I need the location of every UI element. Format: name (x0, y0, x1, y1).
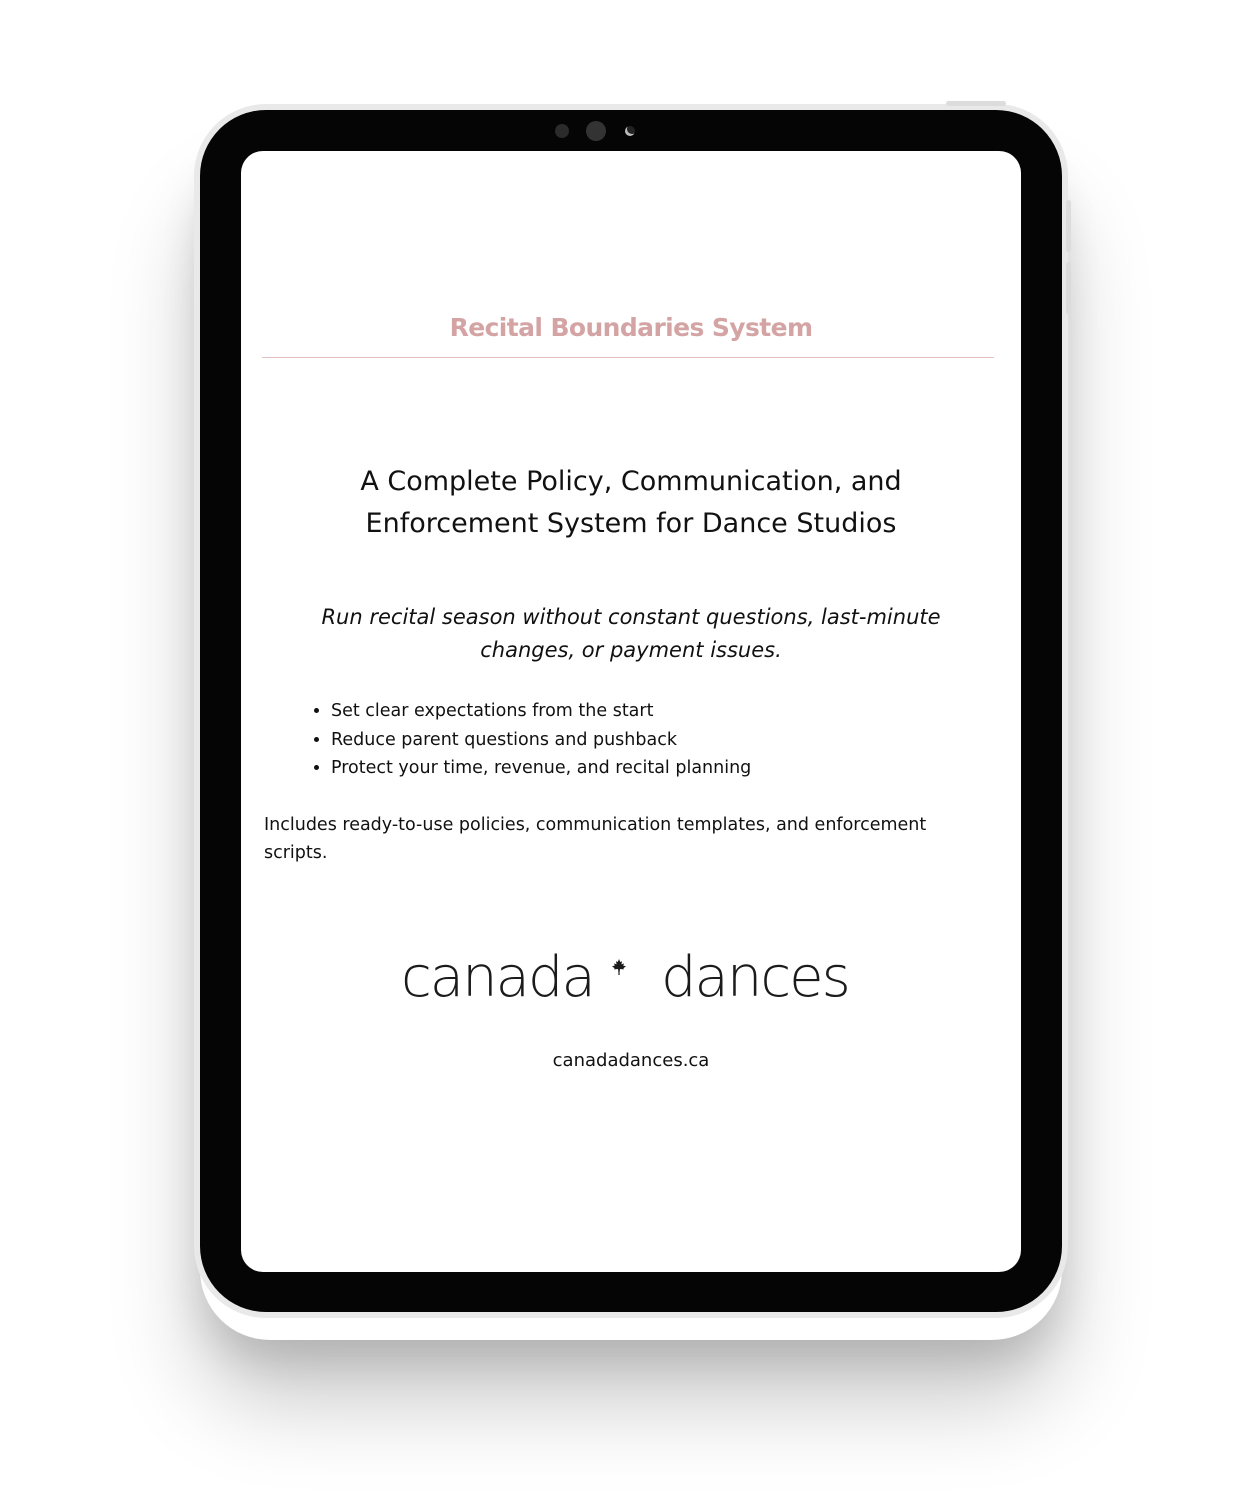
maple-leaf-icon (611, 959, 627, 975)
tablet-screen (241, 151, 1021, 1272)
volume-down-button (1066, 262, 1071, 314)
benefit-item: • Reduce parent questions and pushback (331, 726, 981, 755)
includes-text: Includes ready-to-use policies, communication templates, and enforcement scripts. (264, 815, 927, 863)
title-divider (262, 357, 994, 358)
brand-logo (241, 945, 1021, 1025)
benefit-item: • Set clear expectations from the start (331, 697, 981, 726)
volume-up-button (1066, 200, 1071, 252)
camera-lens (586, 121, 606, 141)
sensor-dot (555, 124, 569, 138)
top-button (946, 101, 1006, 106)
document-title: Recital Boundaries System (449, 313, 813, 342)
brand-word-canada: canada (401, 945, 594, 1010)
light-sensor (625, 126, 635, 136)
benefit-list (309, 697, 981, 783)
benefit-item: • Protect your time, revenue, and recital planning (331, 754, 981, 783)
document-tagline: Run recital season without constant questions, last-minute changes, or payment issues. (321, 605, 941, 662)
website-url: canadadances.ca (552, 1050, 710, 1071)
document-heading: A Complete Policy, Communication, and Enforcement System for Dance Studios (360, 466, 902, 539)
brand-word-dances: dances (661, 945, 849, 1010)
